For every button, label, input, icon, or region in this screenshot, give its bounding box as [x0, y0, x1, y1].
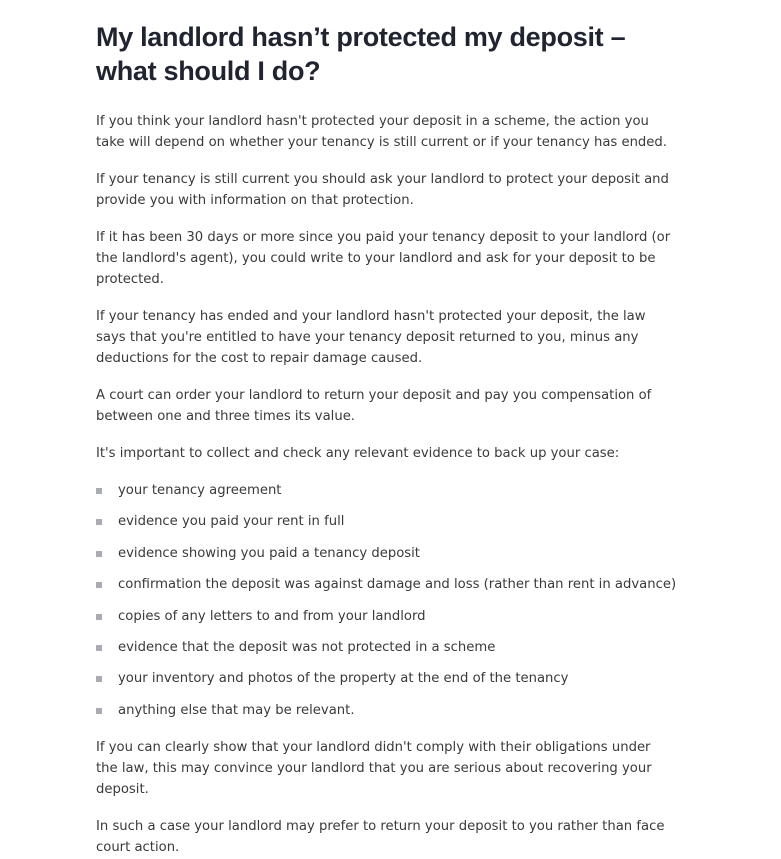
page-title: My landlord hasn’t protected my deposit – what should I do?: [96, 22, 626, 86]
square-bullet-icon: [96, 708, 102, 714]
list-item-text: evidence that the deposit was not protected in a scheme: [118, 639, 496, 655]
paragraph-evidence-intro: It's important to collect and check any relevant evidence to back up your case:: [96, 446, 620, 461]
paragraph-intro: If you think your landlord hasn't protected your deposit in a scheme, the action you take will depend on whether your tenancy is still current or if your tenancy has ended.: [96, 114, 667, 150]
list-item-text: evidence showing you paid a tenancy deposit: [118, 545, 420, 561]
list-item: [96, 543, 671, 564]
list-item-text: anything else that may be relevant.: [118, 702, 355, 718]
list-item: [96, 511, 671, 532]
paragraph-court-action: In such a case your landlord may prefer to return your deposit to you rather than face court action.: [96, 818, 665, 855]
square-bullet-icon: [96, 519, 102, 525]
evidence-list: [96, 480, 677, 721]
paragraph-court-order: A court can order your landlord to return your deposit and pay you compensation of between one and three times its value.: [96, 388, 652, 424]
paragraph-tenancy-current: If your tenancy is still current you should ask your landlord to protect your deposit and provide you with information on that protection.: [96, 172, 669, 208]
square-bullet-icon: [96, 614, 102, 620]
square-bullet-icon: [96, 645, 102, 651]
square-bullet-icon: [96, 551, 102, 557]
paragraph-obligations: If you can clearly show that your landlord didn't comply with their obligations under the law, this may convince your landlord that you are serious about recovering your deposit.: [96, 739, 652, 797]
list-item-text: your inventory and photos of the property at the end of the tenancy: [118, 671, 569, 687]
square-bullet-icon: [96, 488, 102, 494]
list-item: [96, 637, 671, 658]
list-item: [96, 480, 671, 501]
square-bullet-icon: [96, 676, 102, 682]
list-item: [96, 668, 671, 689]
paragraph-tenancy-ended: If your tenancy has ended and your landlord hasn't protected your deposit, the law says that you're entitled to have your tenancy deposit returned to you, minus any deductions for the cost to repair damage caused.: [96, 309, 646, 366]
article-content: [96, 20, 677, 858]
list-item: [96, 606, 671, 627]
list-item: [96, 574, 677, 595]
list-item: [96, 700, 671, 721]
square-bullet-icon: [96, 582, 102, 588]
list-item-text: evidence you paid your rent in full: [118, 514, 345, 530]
list-item-text: your tenancy agreement: [118, 483, 282, 498]
list-item-text: confirmation the deposit was against damage and loss (rather than rent in advance): [118, 577, 677, 593]
paragraph-30-days: If it has been 30 days or more since you paid your tenancy deposit to your landlord (or the landlord's agent), you could write to your landlord and ask for your deposit to be protected.: [96, 230, 671, 287]
list-item-text: copies of any letters to and from your landlord: [118, 608, 426, 624]
